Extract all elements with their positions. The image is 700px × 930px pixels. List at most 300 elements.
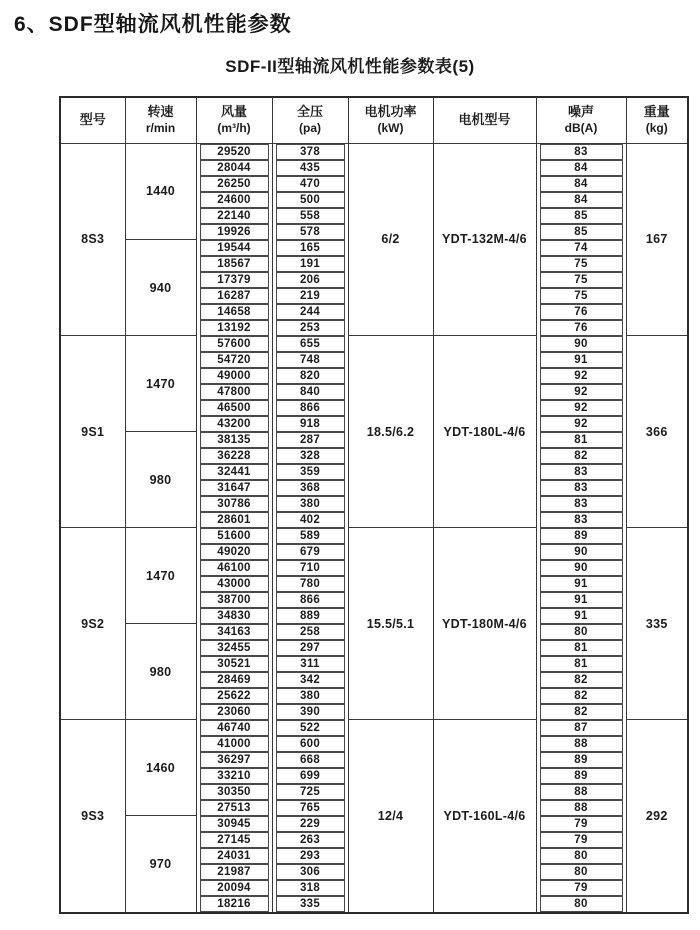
pressure-value: 918 <box>276 416 345 432</box>
airflow-cell <box>196 800 272 816</box>
pressure-value: 244 <box>276 304 345 320</box>
pressure-cell <box>272 736 348 752</box>
noise-cell <box>536 576 626 592</box>
pressure-cell <box>272 352 348 368</box>
airflow-cell <box>196 560 272 576</box>
noise-value: 87 <box>540 720 623 736</box>
airflow-cell <box>196 512 272 528</box>
airflow-cell <box>196 720 272 736</box>
noise-value: 92 <box>540 400 623 416</box>
pressure-cell <box>272 288 348 304</box>
airflow-value: 34163 <box>200 624 269 640</box>
noise-value: 83 <box>540 480 623 496</box>
airflow-cell <box>196 272 272 288</box>
motor-cell: YDT-132M-4/6 <box>433 143 536 336</box>
airflow-cell <box>196 624 272 640</box>
noise-value: 75 <box>540 288 623 304</box>
pressure-cell <box>272 176 348 192</box>
noise-cell <box>536 304 626 320</box>
page-title: 6、SDF型轴流风机性能参数 <box>14 13 292 36</box>
table-row <box>60 143 688 160</box>
noise-cell <box>536 736 626 752</box>
airflow-cell <box>196 656 272 672</box>
params-table-body <box>60 143 688 913</box>
pressure-value: 229 <box>276 816 345 832</box>
noise-cell <box>536 160 626 176</box>
noise-cell <box>536 896 626 913</box>
airflow-cell <box>196 176 272 192</box>
col-header-motor: 电机型号 <box>433 97 536 143</box>
params-table-container <box>59 96 689 914</box>
weight-cell: 167 <box>626 143 688 336</box>
noise-value: 88 <box>540 784 623 800</box>
noise-value: 91 <box>540 608 623 624</box>
airflow-cell <box>196 192 272 208</box>
noise-cell <box>536 848 626 864</box>
noise-value: 91 <box>540 592 623 608</box>
noise-cell <box>536 240 626 256</box>
pressure-value: 866 <box>276 592 345 608</box>
airflow-value: 32441 <box>200 464 269 480</box>
noise-value: 90 <box>540 336 623 352</box>
noise-value: 89 <box>540 768 623 784</box>
airflow-cell <box>196 143 272 160</box>
noise-cell <box>536 832 626 848</box>
pressure-value: 219 <box>276 288 345 304</box>
airflow-value: 29520 <box>200 144 269 160</box>
pressure-value: 558 <box>276 208 345 224</box>
airflow-cell <box>196 768 272 784</box>
airflow-value: 19544 <box>200 240 269 256</box>
airflow-value: 26250 <box>200 176 269 192</box>
noise-value: 88 <box>540 736 623 752</box>
pressure-value: 378 <box>276 144 345 160</box>
pressure-cell <box>272 528 348 544</box>
airflow-value: 30786 <box>200 496 269 512</box>
noise-cell <box>536 560 626 576</box>
airflow-value: 27513 <box>200 800 269 816</box>
pressure-value: 359 <box>276 464 345 480</box>
noise-value: 89 <box>540 752 623 768</box>
pressure-value: 889 <box>276 608 345 624</box>
airflow-value: 25622 <box>200 688 269 704</box>
airflow-value: 49020 <box>200 544 269 560</box>
airflow-value: 20094 <box>200 880 269 896</box>
airflow-cell <box>196 576 272 592</box>
pressure-cell <box>272 416 348 432</box>
noise-value: 83 <box>540 144 623 160</box>
params-table <box>59 96 689 914</box>
airflow-value: 27145 <box>200 832 269 848</box>
airflow-cell <box>196 672 272 688</box>
airflow-cell <box>196 336 272 352</box>
airflow-value: 51600 <box>200 528 269 544</box>
airflow-value: 30350 <box>200 784 269 800</box>
speed-cell: 1470 <box>125 336 196 432</box>
noise-value: 92 <box>540 384 623 400</box>
airflow-value: 31647 <box>200 480 269 496</box>
pressure-cell <box>272 256 348 272</box>
noise-cell <box>536 384 626 400</box>
col-header-weight: 重量 (kg) <box>626 97 688 143</box>
noise-cell <box>536 688 626 704</box>
pressure-cell <box>272 512 348 528</box>
pressure-cell <box>272 464 348 480</box>
airflow-value: 46500 <box>200 400 269 416</box>
noise-value: 82 <box>540 704 623 720</box>
noise-cell <box>536 528 626 544</box>
airflow-value: 43200 <box>200 416 269 432</box>
speed-cell: 1460 <box>125 720 196 816</box>
airflow-value: 46100 <box>200 560 269 576</box>
noise-cell <box>536 143 626 160</box>
airflow-cell <box>196 784 272 800</box>
airflow-value: 28044 <box>200 160 269 176</box>
airflow-value: 33210 <box>200 768 269 784</box>
airflow-value: 21987 <box>200 864 269 880</box>
airflow-value: 24031 <box>200 848 269 864</box>
pressure-cell <box>272 704 348 720</box>
pressure-cell <box>272 608 348 624</box>
noise-value: 83 <box>540 496 623 512</box>
pressure-cell <box>272 480 348 496</box>
noise-cell <box>536 544 626 560</box>
pressure-cell <box>272 400 348 416</box>
noise-cell <box>536 176 626 192</box>
noise-value: 80 <box>540 624 623 640</box>
pressure-value: 253 <box>276 320 345 336</box>
pressure-cell <box>272 752 348 768</box>
noise-value: 83 <box>540 512 623 528</box>
pressure-value: 589 <box>276 528 345 544</box>
pressure-cell <box>272 448 348 464</box>
model-cell: 9S3 <box>60 720 125 913</box>
airflow-value: 46740 <box>200 720 269 736</box>
col-header-pressure: 全压 (pa) <box>272 97 348 143</box>
power-cell: 12/4 <box>348 720 433 913</box>
noise-value: 84 <box>540 192 623 208</box>
airflow-value: 36297 <box>200 752 269 768</box>
airflow-cell <box>196 528 272 544</box>
airflow-value: 23060 <box>200 704 269 720</box>
pressure-cell <box>272 656 348 672</box>
airflow-cell <box>196 816 272 832</box>
airflow-value: 14658 <box>200 304 269 320</box>
airflow-value: 30945 <box>200 816 269 832</box>
pressure-value: 335 <box>276 896 345 912</box>
pressure-value: 306 <box>276 864 345 880</box>
pressure-value: 765 <box>276 800 345 816</box>
airflow-value: 34830 <box>200 608 269 624</box>
airflow-value: 18216 <box>200 896 269 912</box>
pressure-cell <box>272 432 348 448</box>
pressure-value: 710 <box>276 560 345 576</box>
power-cell: 6/2 <box>348 143 433 336</box>
noise-value: 91 <box>540 576 623 592</box>
noise-cell <box>536 192 626 208</box>
pressure-cell <box>272 768 348 784</box>
pressure-value: 578 <box>276 224 345 240</box>
airflow-cell <box>196 704 272 720</box>
noise-value: 85 <box>540 224 623 240</box>
noise-value: 80 <box>540 864 623 880</box>
noise-value: 75 <box>540 256 623 272</box>
airflow-value: 18567 <box>200 256 269 272</box>
airflow-cell <box>196 496 272 512</box>
airflow-cell <box>196 352 272 368</box>
airflow-value: 54720 <box>200 352 269 368</box>
noise-cell <box>536 320 626 336</box>
noise-value: 82 <box>540 688 623 704</box>
pressure-value: 390 <box>276 704 345 720</box>
noise-value: 84 <box>540 176 623 192</box>
noise-cell <box>536 704 626 720</box>
noise-value: 81 <box>540 432 623 448</box>
pressure-value: 368 <box>276 480 345 496</box>
table-row <box>60 720 688 736</box>
airflow-cell <box>196 608 272 624</box>
noise-cell <box>536 496 626 512</box>
noise-value: 75 <box>540 272 623 288</box>
pressure-value: 318 <box>276 880 345 896</box>
airflow-cell <box>196 384 272 400</box>
noise-value: 79 <box>540 880 623 896</box>
airflow-value: 28601 <box>200 512 269 528</box>
pressure-value: 380 <box>276 496 345 512</box>
airflow-cell <box>196 736 272 752</box>
pressure-value: 402 <box>276 512 345 528</box>
pressure-cell <box>272 544 348 560</box>
noise-value: 81 <box>540 656 623 672</box>
airflow-value: 19926 <box>200 224 269 240</box>
pressure-cell <box>272 272 348 288</box>
airflow-cell <box>196 240 272 256</box>
col-header-airflow: 风量 (m³/h) <box>196 97 272 143</box>
noise-value: 74 <box>540 240 623 256</box>
noise-value: 92 <box>540 368 623 384</box>
power-cell: 18.5/6.2 <box>348 336 433 528</box>
noise-value: 84 <box>540 160 623 176</box>
speed-cell: 980 <box>125 624 196 720</box>
airflow-value: 22140 <box>200 208 269 224</box>
pressure-value: 328 <box>276 448 345 464</box>
airflow-value: 38700 <box>200 592 269 608</box>
noise-cell <box>536 352 626 368</box>
pressure-cell <box>272 304 348 320</box>
noise-cell <box>536 272 626 288</box>
airflow-value: 57600 <box>200 336 269 352</box>
speed-cell: 970 <box>125 816 196 913</box>
pressure-cell <box>272 560 348 576</box>
pressure-cell <box>272 192 348 208</box>
noise-value: 91 <box>540 352 623 368</box>
pressure-cell <box>272 336 348 352</box>
pressure-value: 725 <box>276 784 345 800</box>
noise-value: 79 <box>540 816 623 832</box>
noise-cell <box>536 784 626 800</box>
airflow-cell <box>196 832 272 848</box>
airflow-value: 30521 <box>200 656 269 672</box>
airflow-value: 17379 <box>200 272 269 288</box>
weight-cell: 292 <box>626 720 688 913</box>
noise-cell <box>536 432 626 448</box>
noise-cell <box>536 816 626 832</box>
noise-cell <box>536 608 626 624</box>
airflow-cell <box>196 880 272 896</box>
airflow-cell <box>196 480 272 496</box>
pressure-cell <box>272 384 348 400</box>
pressure-value: 293 <box>276 848 345 864</box>
pressure-cell <box>272 576 348 592</box>
noise-value: 80 <box>540 896 623 912</box>
weight-cell: 366 <box>626 336 688 528</box>
noise-cell <box>536 592 626 608</box>
pressure-value: 699 <box>276 768 345 784</box>
noise-value: 80 <box>540 848 623 864</box>
pressure-cell <box>272 160 348 176</box>
noise-cell <box>536 864 626 880</box>
noise-cell <box>536 288 626 304</box>
noise-value: 90 <box>540 544 623 560</box>
pressure-cell <box>272 368 348 384</box>
airflow-cell <box>196 752 272 768</box>
pressure-cell <box>272 320 348 336</box>
noise-cell <box>536 512 626 528</box>
noise-cell <box>536 624 626 640</box>
noise-cell <box>536 640 626 656</box>
pressure-value: 840 <box>276 384 345 400</box>
noise-cell <box>536 336 626 352</box>
noise-cell <box>536 672 626 688</box>
pressure-cell <box>272 832 348 848</box>
noise-value: 81 <box>540 640 623 656</box>
noise-value: 83 <box>540 464 623 480</box>
table-title: SDF-II型轴流风机性能参数表(5) <box>225 57 475 76</box>
col-header-noise: 噪声 dB(A) <box>536 97 626 143</box>
airflow-cell <box>196 592 272 608</box>
noise-cell <box>536 752 626 768</box>
airflow-cell <box>196 400 272 416</box>
pressure-value: 748 <box>276 352 345 368</box>
pressure-value: 311 <box>276 656 345 672</box>
airflow-value: 16287 <box>200 288 269 304</box>
header-row <box>60 97 688 143</box>
speed-cell: 980 <box>125 432 196 528</box>
noise-value: 76 <box>540 304 623 320</box>
pressure-cell <box>272 143 348 160</box>
airflow-value: 28469 <box>200 672 269 688</box>
noise-cell <box>536 368 626 384</box>
noise-value: 82 <box>540 672 623 688</box>
airflow-value: 36228 <box>200 448 269 464</box>
airflow-cell <box>196 160 272 176</box>
pressure-cell <box>272 624 348 640</box>
airflow-value: 38135 <box>200 432 269 448</box>
pressure-cell <box>272 800 348 816</box>
pressure-value: 522 <box>276 720 345 736</box>
airflow-cell <box>196 256 272 272</box>
airflow-cell <box>196 416 272 432</box>
noise-cell <box>536 256 626 272</box>
noise-value: 82 <box>540 448 623 464</box>
pressure-value: 780 <box>276 576 345 592</box>
noise-cell <box>536 400 626 416</box>
pressure-value: 297 <box>276 640 345 656</box>
airflow-value: 47800 <box>200 384 269 400</box>
speed-cell: 940 <box>125 240 196 336</box>
pressure-cell <box>272 784 348 800</box>
pressure-cell <box>272 496 348 512</box>
airflow-cell <box>196 208 272 224</box>
pressure-value: 600 <box>276 736 345 752</box>
airflow-value: 49000 <box>200 368 269 384</box>
pressure-value: 380 <box>276 688 345 704</box>
airflow-cell <box>196 688 272 704</box>
airflow-cell <box>196 896 272 913</box>
pressure-value: 866 <box>276 400 345 416</box>
airflow-cell <box>196 464 272 480</box>
table-row <box>60 336 688 352</box>
pressure-cell <box>272 592 348 608</box>
airflow-cell <box>196 544 272 560</box>
noise-cell <box>536 656 626 672</box>
col-header-power: 电机功率 (kW) <box>348 97 433 143</box>
pressure-value: 206 <box>276 272 345 288</box>
pressure-cell <box>272 720 348 736</box>
noise-cell <box>536 448 626 464</box>
noise-cell <box>536 208 626 224</box>
noise-cell <box>536 224 626 240</box>
airflow-value: 41000 <box>200 736 269 752</box>
airflow-cell <box>196 448 272 464</box>
noise-cell <box>536 768 626 784</box>
weight-cell: 335 <box>626 528 688 720</box>
pressure-value: 668 <box>276 752 345 768</box>
noise-value: 90 <box>540 560 623 576</box>
motor-cell: YDT-160L-4/6 <box>433 720 536 913</box>
pressure-value: 820 <box>276 368 345 384</box>
noise-cell <box>536 480 626 496</box>
noise-value: 79 <box>540 832 623 848</box>
pressure-value: 679 <box>276 544 345 560</box>
pressure-cell <box>272 672 348 688</box>
speed-cell: 1440 <box>125 143 196 240</box>
pressure-value: 263 <box>276 832 345 848</box>
pressure-cell <box>272 896 348 913</box>
airflow-value: 43000 <box>200 576 269 592</box>
airflow-value: 24600 <box>200 192 269 208</box>
pressure-value: 258 <box>276 624 345 640</box>
airflow-cell <box>196 848 272 864</box>
airflow-cell <box>196 304 272 320</box>
col-header-speed: 转速 r/min <box>125 97 196 143</box>
pressure-value: 470 <box>276 176 345 192</box>
power-cell: 15.5/5.1 <box>348 528 433 720</box>
airflow-value: 13192 <box>200 320 269 336</box>
pressure-cell <box>272 208 348 224</box>
pressure-value: 287 <box>276 432 345 448</box>
noise-value: 76 <box>540 320 623 336</box>
noise-value: 89 <box>540 528 623 544</box>
model-cell: 8S3 <box>60 143 125 336</box>
airflow-value: 32455 <box>200 640 269 656</box>
speed-cell: 1470 <box>125 528 196 624</box>
noise-value: 88 <box>540 800 623 816</box>
airflow-cell <box>196 640 272 656</box>
airflow-cell <box>196 432 272 448</box>
table-row <box>60 528 688 544</box>
model-cell: 9S2 <box>60 528 125 720</box>
